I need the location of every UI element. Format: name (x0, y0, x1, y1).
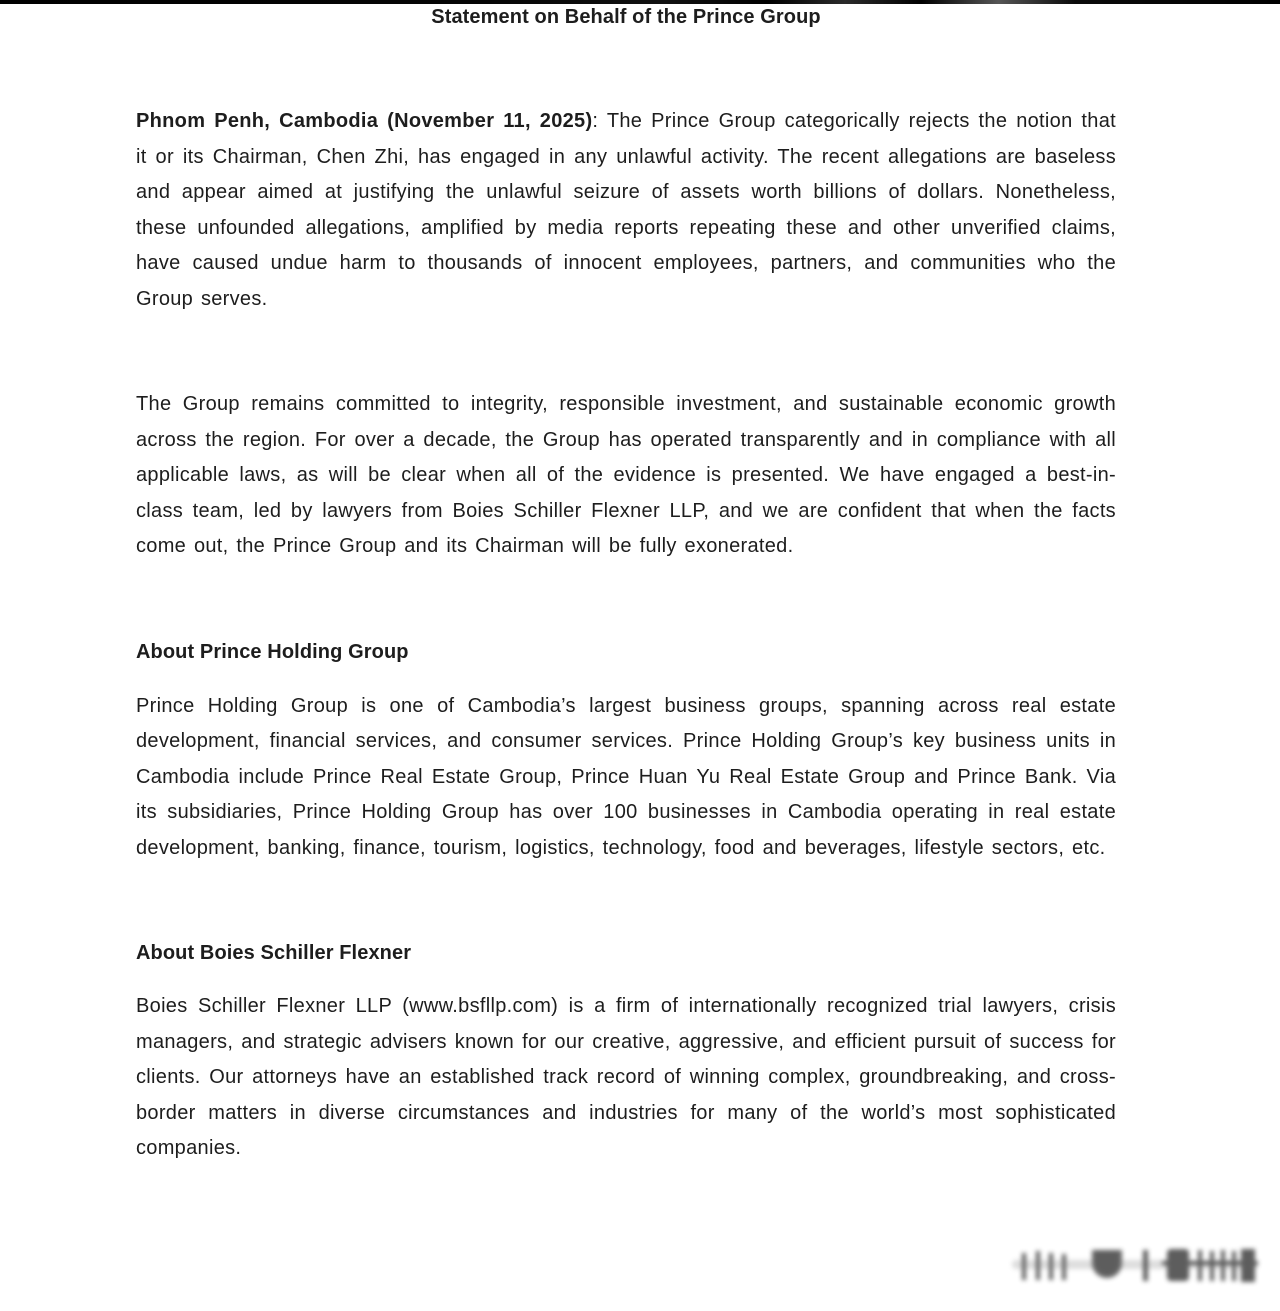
paragraph-about-prince-holding-group: Prince Holding Group is one of Cambodia’s largest business groups, spanning across real estate development, financial services, and consumer services. Prince Holding Group’s key business units in Cambodia include Prince Real Estate Group, Prince Huan Yu Real Estate Group and Prince Bank. Via its subsidiaries, Prince Holding Group has over 100 businesses in Cambodia operating in real estate development, banking, finance, tourism, logistics, technology, food and beverages, lifestyle sectors, etc. (136, 694, 1116, 859)
watermark-smear (1012, 1260, 1258, 1269)
paragraph-about-boies-schiller-flexner: Boies Schiller Flexner LLP (www.bsfllp.com) is a firm of internationally recognized trial lawyers, crisis managers, and strategic advisers known for our creative, aggressive, and efficient pursuit of success for clients. Our attorneys have an established track record of winning complex, groundbreaking, and cross-border matters in diverse circumstances and industries for many of the world’s most sophisticated companies. (136, 995, 1116, 1159)
document-title: Statement on Behalf of the Prince Group (431, 6, 821, 28)
watermark-bar (1036, 1251, 1040, 1280)
paragraph-intro (136, 104, 1116, 317)
watermark-stroke (1162, 1261, 1258, 1265)
watermark-bar (1143, 1250, 1148, 1281)
watermark-bar (1221, 1250, 1225, 1281)
watermark-u-shape (1092, 1250, 1122, 1278)
watermark-block (1241, 1249, 1255, 1282)
dateline: Phnom Penh, Cambodia (November 11, 2025) (136, 110, 593, 132)
watermark-bar (1022, 1253, 1026, 1280)
heading-about-prince-holding-group: About Prince Holding Group (136, 640, 409, 663)
watermark-bar (1210, 1251, 1214, 1281)
watermark-block (1167, 1249, 1189, 1281)
heading-about-boies-schiller-flexner: About Boies Schiller Flexner (136, 942, 412, 964)
watermark-bar (1062, 1254, 1066, 1280)
blurred-watermark (1012, 1246, 1258, 1292)
intro-text: : The Prince Group categorically rejects the notion that it or its Chairman, Chen Zhi, has engaged in any unlawful activity. The recent allegations are baseless and appear aimed at justifying the unlawful seizure of assets worth billions of dollars. Nonetheless, these unfounded allegations, amplified by media reports repeating these and other unverified claims, have caused undue harm to thousands of innocent employees, partners, and communities who the Group serves. (136, 110, 1116, 310)
watermark-bar (1232, 1251, 1236, 1281)
watermark-bar (1198, 1250, 1202, 1281)
paragraph-commitment: The Group remains committed to integrity, responsible investment, and sustainable economic growth across the region. For over a decade, the Group has operated transparently and in compliance with all applicable laws, as will be clear when all of the evidence is presented. We have engaged a best-in-class team, led by lawyers from Boies Schiller Flexner LLP, and we are confident that when the facts come out, the Prince Group and its Chairman will be fully exonerated. (136, 393, 1116, 557)
watermark-bar (1049, 1253, 1053, 1280)
scan-artifact-top-strip (0, 0, 1280, 4)
